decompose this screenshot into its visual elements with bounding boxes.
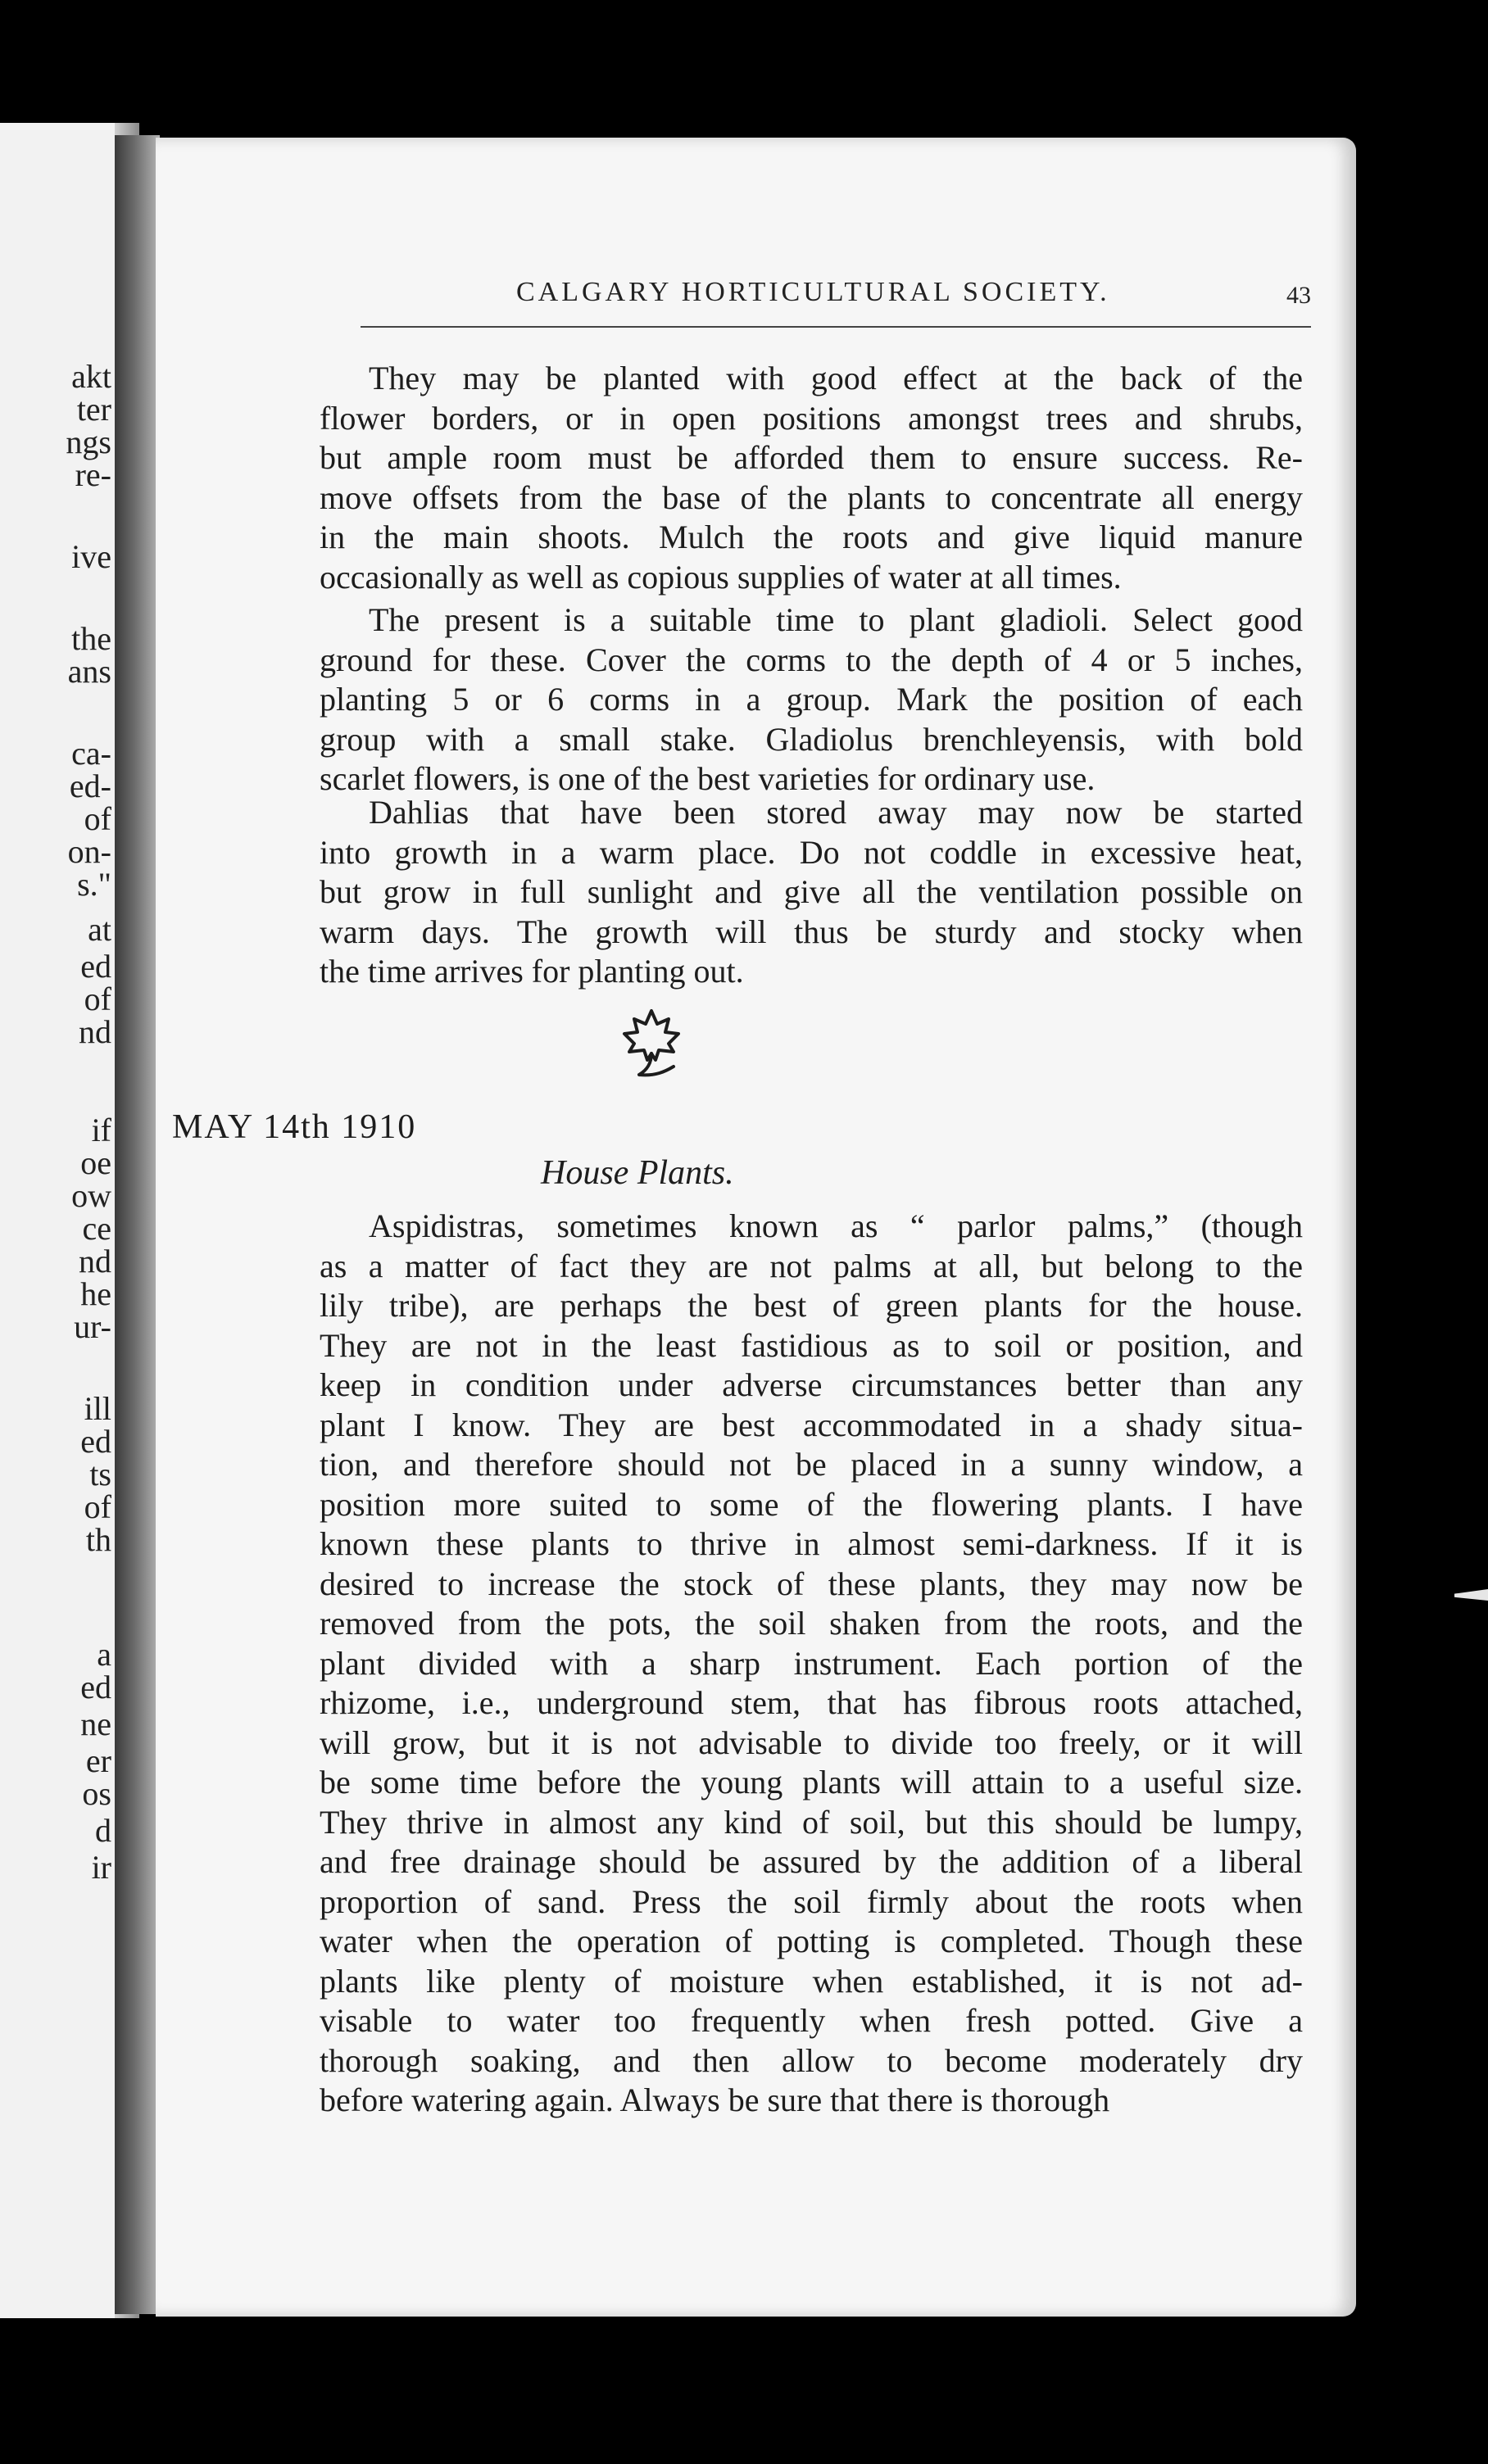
left-page-fragment: ed xyxy=(80,948,111,985)
left-page-fragment: ter xyxy=(76,391,111,428)
left-page-fragment: ur- xyxy=(74,1308,111,1345)
text-line: move offsets from the base of the plants to concentrate all energy xyxy=(320,478,1303,516)
paragraph xyxy=(320,600,1303,799)
left-page-fragment: ne xyxy=(80,1705,111,1742)
left-page-fragment: the xyxy=(71,620,111,657)
left-page-fragment: a xyxy=(97,1636,111,1673)
book-gutter xyxy=(115,135,160,2314)
left-page-fragment: if xyxy=(91,1112,111,1148)
text-line: Aspidistras, sometimes known as “ parlor palms,” (though xyxy=(369,1207,1303,1244)
text-line: scarlet flowers, is one of the best varieties for ordinary use. xyxy=(320,760,1096,797)
left-page-fragment: ngs xyxy=(66,424,111,460)
text-line: The present is a suitable time to plant gladioli. Select good xyxy=(369,601,1303,638)
text-line: keep in condition under adverse circumstances better than any xyxy=(320,1366,1303,1403)
left-page-fragment: ca- xyxy=(71,735,111,772)
text-line: proportion of sand. Press the soil firmly about the roots when xyxy=(320,1882,1303,1920)
paragraph xyxy=(320,1207,1303,2121)
text-line: before watering again. Always be sure that there is thorough xyxy=(320,2081,1110,2118)
text-line: desired to increase the stock of these plants, they may now be xyxy=(320,1565,1303,1602)
text-line: plants like plenty of moisture when established, it is not ad- xyxy=(320,1962,1303,2000)
text-line: They are not in the least fastidious as to soil or position, and xyxy=(320,1326,1303,1364)
section-title: House Plants. xyxy=(541,1154,734,1192)
left-page-fragment: oe xyxy=(80,1144,111,1181)
maple-leaf-ornament-icon xyxy=(615,1006,688,1080)
left-page-fragment: ans xyxy=(67,653,111,690)
paragraph xyxy=(320,793,1303,992)
left-page-fragment: nd xyxy=(79,1243,111,1280)
text-line: as a matter of fact they are not palms at all, but belong to the xyxy=(320,1247,1303,1284)
left-page-fragment: os xyxy=(82,1775,111,1812)
left-page-fragment: ill xyxy=(84,1390,111,1427)
left-page-fragment: on- xyxy=(67,833,111,870)
text-line: flower borders, or in open positions amongst trees and shrubs, xyxy=(320,399,1303,437)
text-line: occasionally as well as copious supplies of water at all times. xyxy=(320,558,1122,596)
left-page-fragment: ts xyxy=(89,1456,111,1492)
text-line: lily tribe), are perhaps the best of green plants for the house. xyxy=(320,1287,1303,1324)
text-line: into growth in a warm place. Do not coddle in excessive heat, xyxy=(320,833,1303,871)
left-page-fragment: ed xyxy=(80,1669,111,1705)
left-page-fragment: ive xyxy=(71,538,111,575)
left-page-fragment: of xyxy=(84,1488,111,1525)
left-page-fragment: akt xyxy=(71,358,111,395)
text-line: be some time before the young plants will attain to a useful size. xyxy=(320,1764,1303,1800)
text-line: known these plants to thrive in almost semi-darkness. If it is xyxy=(320,1525,1303,1562)
text-line: water when the operation of potting is completed. Though these xyxy=(320,1923,1303,1959)
running-head: CALGARY HORTICULTURAL SOCIETY. xyxy=(516,277,1110,307)
text-line: but ample room must be afforded them to ensure success. Re- xyxy=(320,439,1303,476)
text-line: rhizome, i.e., underground stem, that has fibrous roots attached, xyxy=(320,1684,1303,1721)
left-page-fragment: er xyxy=(85,1742,111,1779)
text-line: plant I know. They are best accommodated in a shady situa- xyxy=(320,1406,1303,1443)
date-heading: MAY 14th 1910 xyxy=(172,1108,417,1146)
text-line: They thrive in almost any kind of soil, but this should be lumpy, xyxy=(320,1803,1303,1841)
text-line: They may be planted with good effect at the back of the xyxy=(369,360,1303,396)
left-page-fragment: d xyxy=(95,1812,111,1849)
left-page-fragment: ir xyxy=(91,1849,111,1886)
page-number: 43 xyxy=(1286,282,1311,309)
text-line: ground for these. Cover the corms to the depth of 4 or 5 inches, xyxy=(320,641,1303,678)
left-page-fragment: of xyxy=(84,800,111,837)
text-line: group with a small stake. Gladiolus brenchleyensis, with bold xyxy=(320,720,1303,758)
left-page-fragment: ed- xyxy=(69,768,111,804)
text-line: the time arrives for planting out. xyxy=(320,953,744,990)
text-line: planting 5 or 6 corms in a group. Mark the position of each xyxy=(320,681,1303,718)
text-line: tion, and therefore should not be placed in a sunny window, a xyxy=(320,1446,1303,1483)
left-page-fragment: ed xyxy=(80,1423,111,1460)
left-page-fragment: ow xyxy=(71,1177,111,1214)
left-page-fragment: ce xyxy=(82,1210,111,1247)
left-page-fragment: s." xyxy=(77,866,111,903)
left-page-fragment: re- xyxy=(75,456,111,493)
text-line: but grow in full sunlight and give all the ventilation possible on xyxy=(320,873,1303,910)
page-header xyxy=(361,277,1311,328)
left-page-fragment: he xyxy=(80,1275,111,1312)
scan-edge-mark xyxy=(1454,1589,1488,1601)
paragraph xyxy=(320,359,1303,597)
book-page xyxy=(156,138,1356,2317)
left-page-fragment: th xyxy=(85,1521,111,1558)
text-line: warm days. The growth will thus be sturdy and stocky when xyxy=(320,913,1303,950)
text-line: in the main shoots. Mulch the roots and give liquid manure xyxy=(320,519,1303,555)
text-line: plant divided with a sharp instrument. Each portion of the xyxy=(320,1644,1303,1682)
text-line: and free drainage should be assured by the addition of a liberal xyxy=(320,1843,1303,1880)
text-line: removed from the pots, the soil shaken from the roots, and the xyxy=(320,1605,1303,1642)
text-line: will grow, but it is not advisable to divide too freely, or it will xyxy=(320,1723,1303,1761)
text-line: Dahlias that have been stored away may now be started xyxy=(369,794,1303,831)
left-page-fragment: at xyxy=(88,911,111,948)
left-page-fragment: of xyxy=(84,981,111,1017)
text-line: position more suited to some of the flowering plants. I have xyxy=(320,1485,1303,1523)
text-line: visable to water too frequently when fresh potted. Give a xyxy=(320,2002,1303,2039)
left-page-fragment: nd xyxy=(79,1013,111,1050)
text-line: thorough soaking, and then allow to become moderately dry xyxy=(320,2041,1303,2079)
